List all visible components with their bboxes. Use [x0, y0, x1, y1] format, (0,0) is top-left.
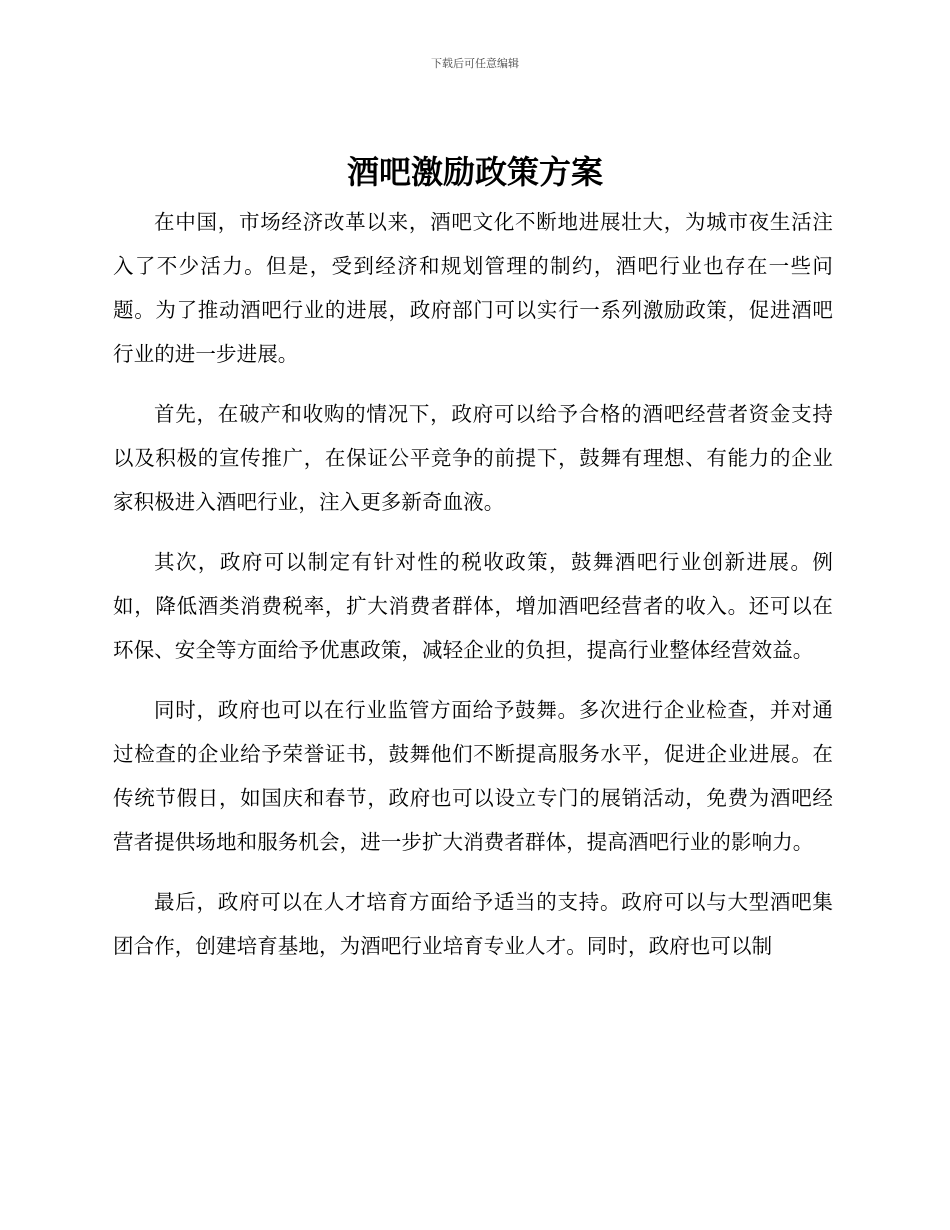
paragraph-3: 其次，政府可以制定有针对性的税收政策，鼓舞酒吧行业创新进展。例如，降低酒类消费税率，扩大消费者群体，增加酒吧经营者的收入。还可以在环保、安全等方面给予优惠政策，减轻企业的负担，提高行业整体经营效益。: [113, 550, 833, 662]
paragraph-5: 最后，政府可以在人才培育方面给予适当的支持。政府可以与大型酒吧集团合作，创建培育基地，为酒吧行业培育专业人才。同时，政府也可以制: [113, 890, 833, 958]
paragraph-2: 首先，在破产和收购的情况下，政府可以给予合格的酒吧经营者资金支持以及积极的宣传推广，在保证公平竞争的前提下，鼓舞有理想、有能力的企业家积极进入酒吧行业，注入更多新奇血液。: [113, 402, 833, 514]
header-note: 下载后可任意编辑: [431, 57, 519, 70]
paragraph-4: 同时，政府也可以在行业监管方面给予鼓舞。多次进行企业检查，并对通过检查的企业给予荣誉证书，鼓舞他们不断提高服务水平，促进企业进展。在传统节假日，如国庆和春节，政府也可以设立专门的展销活动，免费为酒吧经营者提供场地和服务机会，进一步扩大消费者群体，提高酒吧行业的影响力。: [113, 698, 833, 854]
document-title: 酒吧激励政策方案: [346, 153, 603, 191]
paragraph-1: 在中国，市场经济改革以来，酒吧文化不断地进展壮大，为城市夜生活注入了不少活力。但是，受到经济和规划管理的制约，酒吧行业也存在一些问题。为了推动酒吧行业的进展，政府部门可以实行一系列激励政策，促进酒吧行业的进一步进展。: [113, 210, 833, 366]
document-body: [113, 200, 833, 984]
